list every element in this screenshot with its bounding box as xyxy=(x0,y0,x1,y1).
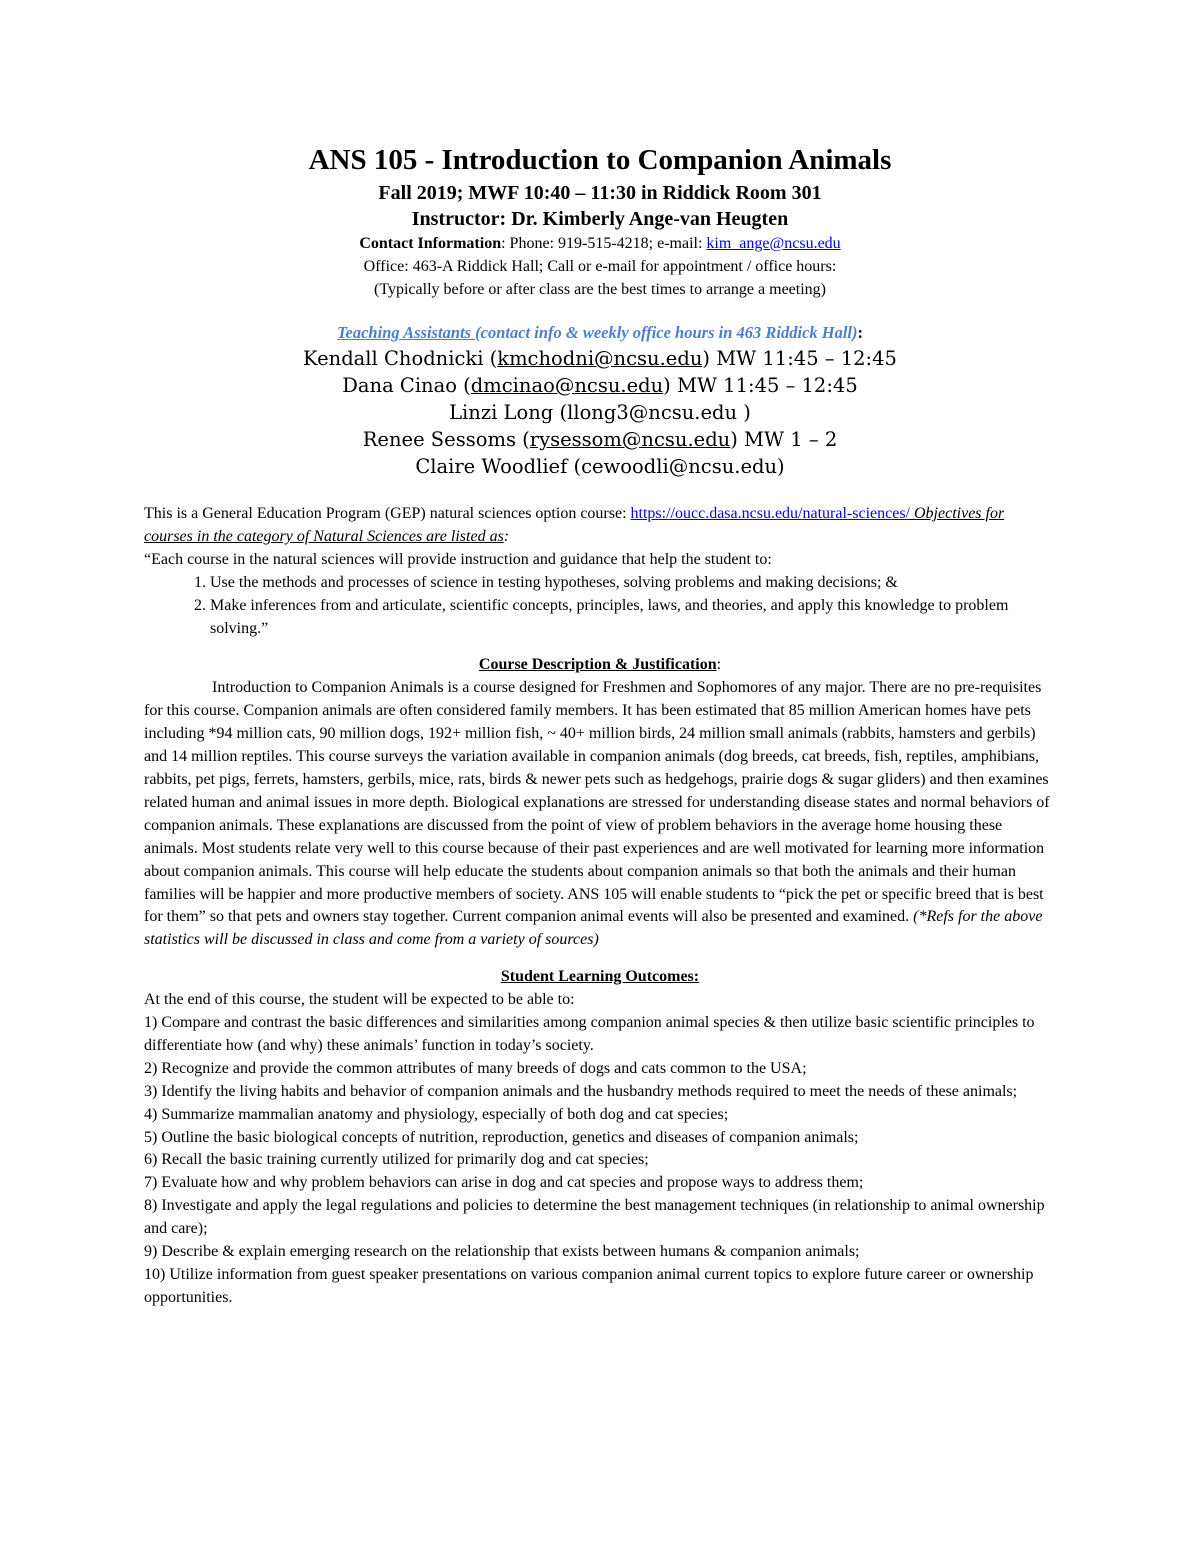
list-item: 1) Compare and contrast the basic differences and similarities among companion animal species & then utilize basic scientific principles to differentiate how (and why) these animals’ function in today’s society. xyxy=(144,1014,1035,1054)
list-item: 6) Recall the basic training currently utilized for primarily dog and cat species; xyxy=(144,1151,649,1169)
ta-row: Renee Sessoms (rysessom@ncsu.edu) MW 1 – 2 xyxy=(362,428,838,451)
learning-outcomes-heading: Student Learning Outcomes: xyxy=(500,968,700,986)
header-block xyxy=(144,140,1056,301)
course-description-body: Introduction to Companion Animals is a course designed for Freshmen and Sophomores of any major. There are no pre-requisites for this course. Companion animals are often considered family members. It has been estimated that 85 million American homes have pets including *94 million cats, 90 million dogs, 192+ million fish, ~ 40+ million birds, 24 million small animals (rabbits, hamsters and gerbils) and 14 million reptiles. This course surveys the variation available in companion animals (dog breeds, cat breeds, fish, reptiles, amphibians, rabbits, pet pigs, ferrets, hamsters, gerbils, mice, rats, birds & newer pets such as hedgehogs, prairie dogs & sugar gliders) and then examines related human and animal issues in more depth. Biological explanations are stressed for understanding disease states and normal behaviors of companion animals. These explanations are discussed from the point of view of problem behaviors in the average home housing these animals. Most students relate very well to this course because of their past experiences and are well motivated for learning more information about companion animals. This course will help educate the students about companion animals so that both the animals and their human families will be happier and more productive members of society. ANS 105 will enable students to “pick the pet or specific breed that is best for them” so that pets and owners stay together. Current companion animal events will also be presented and examined. (*Refs for the above statistics will be discussed in class and come from a variety of sources) xyxy=(144,679,1050,949)
list-item: 5) Outline the basic biological concepts of nutrition, reproduction, genetics and diseases of companion animals; xyxy=(144,1128,859,1146)
list-item: 1. Use the methods and processes of science in testing hypotheses, solving problems and making decisions; & xyxy=(210,572,1056,595)
list-item: 10) Utilize information from guest speaker presentations on various companion animal current topics to explore future career or ownership opportunities. xyxy=(144,1266,1034,1306)
contact-line xyxy=(144,232,1056,255)
course-schedule: Fall 2019; MWF 10:40 – 11:30 in Riddick Room 301 xyxy=(378,182,822,204)
list-item: 4) Summarize mammalian anatomy and physiology, especially of both dog and cat species; xyxy=(144,1105,729,1123)
ta-list xyxy=(144,345,1056,480)
course-description-heading: Course Description & Justification: xyxy=(478,656,722,674)
ta-row: Linzi Long (llong3@ncsu.edu ) xyxy=(449,401,751,424)
ta-heading xyxy=(144,321,1056,345)
gep-intro: This is a General Education Program (GEP) natural sciences option course: https://oucc.dasa.ncsu.edu/natural-sciences/ Objectives for courses in the category of Natural Sciences are listed as: xyxy=(144,505,1005,545)
list-item: 2. Make inferences from and articulate, scientific concepts, principles, laws, and theories, and apply this knowledge to problem solving.” xyxy=(210,595,1056,641)
ta-email-link[interactable]: dmcinao@ncsu.edu xyxy=(470,374,664,397)
ta-heading-rest: (contact info & weekly office hours in 463 Riddick Hall) xyxy=(475,323,858,342)
ta-row: Claire Woodlief (cewoodli@ncsu.edu) xyxy=(415,455,785,478)
instructor-name: Instructor: Dr. Kimberly Ange-van Heugten xyxy=(411,208,789,230)
instructor-email-link[interactable]: kim_ange@ncsu.edu xyxy=(706,235,841,252)
list-item: 3) Identify the living habits and behavior of companion animals and the husbandry methods required to meet the needs of these animals; xyxy=(144,1082,1018,1100)
course-description xyxy=(144,654,1056,952)
meeting-note: (Typically before or after class are the best times to arrange a meeting) xyxy=(373,281,826,298)
learning-outcomes-intro: At the end of this course, the student will be expected to be able to: xyxy=(144,991,575,1009)
syllabus-page xyxy=(144,140,1056,1310)
gep-url-link[interactable]: https://oucc.dasa.ncsu.edu/natural-sciences/ xyxy=(630,505,910,522)
office-line: Office: 463-A Riddick Hall; Call or e-mail for appointment / office hours: xyxy=(363,258,837,275)
gep-objectives: Objectives for courses in the category of Natural Sciences are listed as xyxy=(144,505,1005,545)
statistics-footnote: (*Refs for the above statistics will be discussed in class and come from a variety of sources) xyxy=(144,908,1043,949)
contact-phone: : Phone: 919-515-4218; e-mail: xyxy=(501,235,707,252)
gep-goals-list xyxy=(144,572,1056,641)
contact-label: Contact Information xyxy=(359,235,502,252)
ta-row: Kendall Chodnicki (kmchodni@ncsu.edu) MW 11:45 – 12:45 xyxy=(303,347,897,370)
ta-email-link[interactable]: rysessom@ncsu.edu xyxy=(529,428,731,451)
list-item: 2) Recognize and provide the common attributes of many breeds of dogs and cats common to the USA; xyxy=(144,1059,807,1077)
gep-block xyxy=(144,503,1056,640)
list-item: 7) Evaluate how and why problem behaviors can arise in dog and cat species and propose ways to address them; xyxy=(144,1174,864,1192)
ta-email-link[interactable]: kmchodni@ncsu.edu xyxy=(497,347,703,370)
ta-heading-link[interactable]: Teaching Assistants xyxy=(336,323,476,342)
list-item: 9) Describe & explain emerging research on the relationship that exists between humans & companion animals; xyxy=(144,1243,860,1261)
learning-outcomes xyxy=(144,966,1056,1310)
ta-heading-colon: : xyxy=(857,323,864,342)
ta-row: Dana Cinao (dmcinao@ncsu.edu) MW 11:45 – 12:45 xyxy=(342,374,858,397)
course-title: ANS 105 - Introduction to Companion Animals xyxy=(308,144,892,176)
gep-quote-intro: “Each course in the natural sciences will provide instruction and guidance that help the student to: xyxy=(144,550,772,568)
list-item: 8) Investigate and apply the legal regulations and policies to determine the best management techniques (in relationship to animal ownership and care); xyxy=(144,1197,1045,1238)
